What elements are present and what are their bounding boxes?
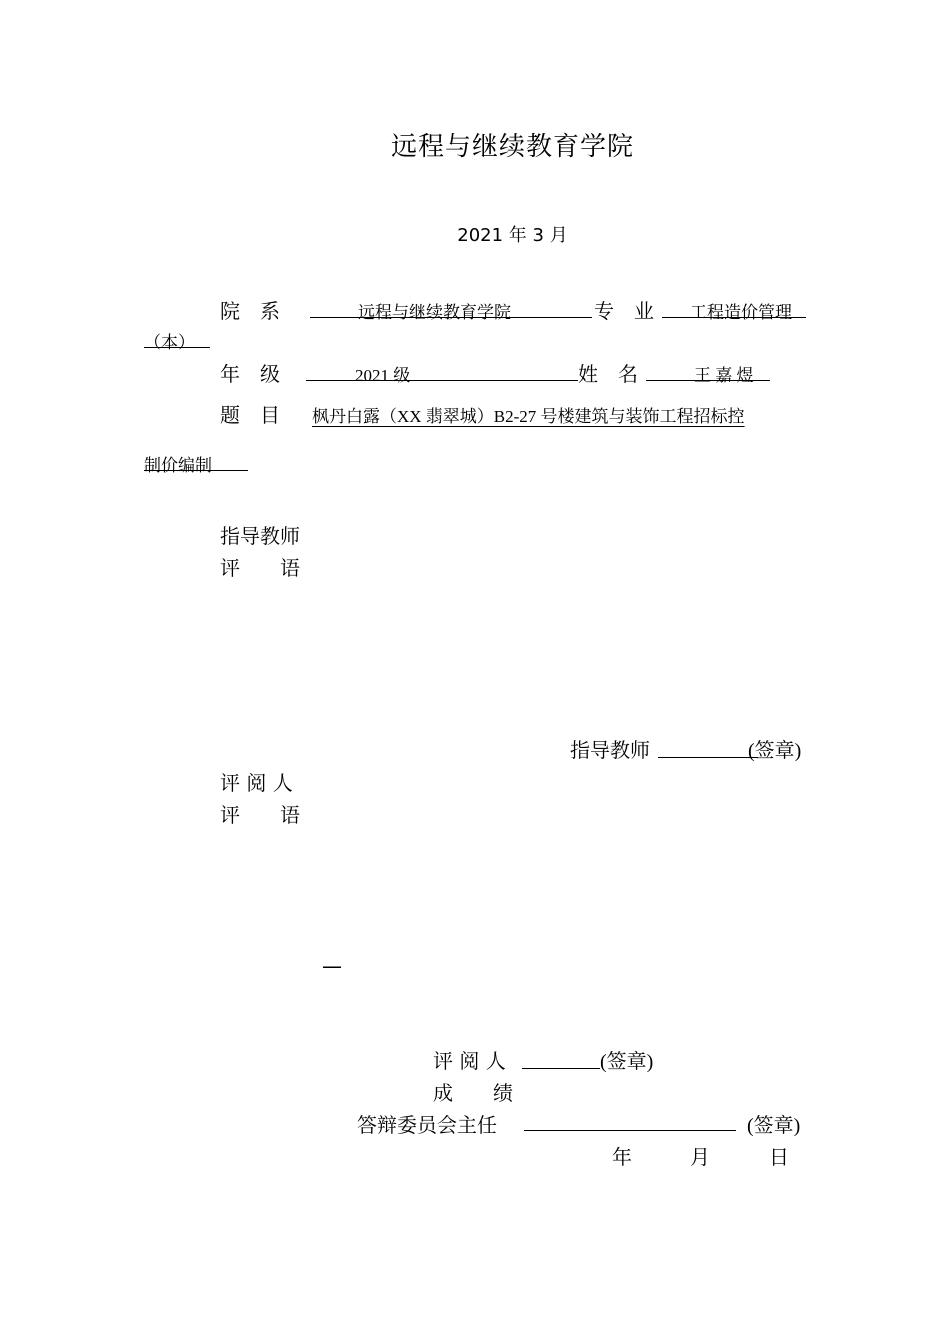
topic-value-line2: 制价编制 [144,456,212,475]
name-label: 姓 名 [578,362,638,386]
reviewer-label: 评 阅 人 [220,771,293,795]
reviewer-dash: — [322,954,342,978]
reviewer-comment-label: 评 语 [220,803,300,827]
department-label: 院 系 [220,299,280,323]
committee-seal: (签章) [747,1115,801,1137]
committee-label: 答辩委员会主任 [357,1113,497,1137]
page-title: 远程与继续教育学院 [390,132,634,162]
department-value: 远程与继续教育学院 [358,303,511,322]
date-line: 2021 年 3 月 [457,225,568,246]
advisor-sign-line [658,757,758,758]
topic-value-line1: 枫丹白露（XX 翡翠城）B2-27 号楼建筑与装饰工程招标控 [312,407,745,426]
major-value-cont: （本） [144,333,195,352]
reviewer-seal: (签章) [600,1051,654,1073]
reviewer-sign-line [522,1068,600,1069]
grade-label: 年 级 [220,362,280,386]
advisor-comment-label: 评 语 [220,556,300,580]
name-value: 王 嘉 煜 [694,366,754,385]
grade-value: 2021 级 [355,366,411,385]
advisor-sign-label: 指导教师 [570,738,650,762]
grade-underline [306,380,578,381]
date-month-label: 月 [690,1145,710,1169]
date-day-label: 日 [769,1145,789,1169]
advisor-label: 指导教师 [220,524,300,548]
reviewer-sign-label: 评 阅 人 [433,1049,506,1073]
topic-label: 题 目 [220,403,280,427]
advisor-seal: (签章) [748,740,802,762]
grade-result-label: 成 绩 [433,1081,513,1105]
major-label: 专 业 [594,299,654,323]
date-year-label: 年 [612,1145,632,1169]
committee-sign-line [524,1130,736,1131]
major-value: 工程造价管理 [690,303,792,322]
